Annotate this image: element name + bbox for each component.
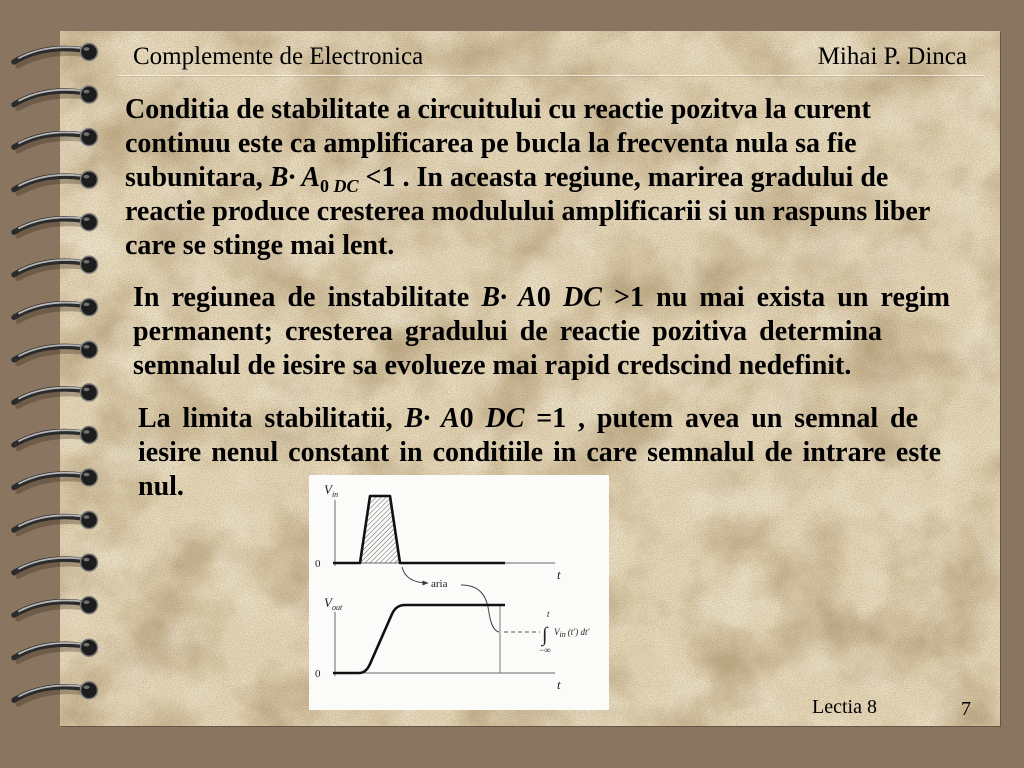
paragraph-3-line-1-text: La limita stabilitatii, [138,403,405,434]
loop-gain-zero: 0 [459,403,486,434]
course-title: Complemente de Electronica [133,43,424,70]
loop-gain-symbol: B· A [481,282,537,313]
loop-gain-dc: DC [562,282,602,313]
paragraph-1-line-4: reactie produce cresterea modulului amplificarii si un raspuns liber [125,196,931,227]
paragraph-1-line-2: continuu este ca amplificarea pe bucla la frecventa nula sa fie [125,128,857,159]
area-to-integral-curve [461,585,499,632]
integrator-figure [309,475,609,710]
paragraph-2-line-1-rest: >1 nu mai exista un regim [601,282,951,313]
loop-gain-symbol: B· A [404,403,460,434]
output-step-waveform [333,605,505,673]
paragraph-2-line-1 [133,281,950,315]
integral-upper-limit: t [547,609,550,619]
lecture-label: Lectia 8 [812,696,877,718]
integrand-symbol: V [554,627,560,637]
output-origin-label: 0 [315,668,321,680]
integral-sign: ∫ [542,624,548,646]
subscript-zero: 0 [320,176,334,196]
paragraph-3-line-1 [138,402,918,436]
output-signal-symbol: V [324,595,332,610]
integrand-argument: (t′) dt′ [567,627,590,637]
input-pulse-waveform [333,496,505,563]
paragraph-3-line-2: iesire nenul constant in conditiile in care semnalul de intrare este [138,437,941,468]
author-name: Mihai P. Dinca [817,43,967,70]
integrand-subscript: in [559,630,566,639]
loop-gain-symbol: B· A [269,162,321,193]
integral-lower-limit: −∞ [539,645,551,655]
input-origin-label: 0 [315,558,321,570]
paragraph-3-line-1-rest: =1 , putem avea un semnal de [524,403,919,434]
paragraph-2-line-3: semnalul de iesire sa evolueze mai rapid credscind nedefinit. [133,350,852,381]
input-signal-subscript: in [331,490,339,499]
input-time-label: t [557,567,561,582]
input-signal-symbol: V [324,482,332,497]
loop-gain-dc: DC [485,403,525,434]
output-time-label: t [557,677,561,692]
input-output-diagram [309,475,609,710]
paragraph-1-line-3-text: subunitara, [125,162,270,193]
area-label: aria [431,578,448,590]
paragraph-2-line-2: permanent; cresterea gradului de reactie pozitiva determina [133,316,882,347]
loop-gain-subscript [320,176,359,196]
paragraph-2-line-1-text: In regiunea de instabilitate [133,282,482,313]
integrand [554,627,590,639]
paragraph-1-line-1: Conditia de stabilitate a circuitului cu reactie pozitva la curent [125,94,871,125]
paragraph-1-line-3 [125,161,888,197]
page-number: 7 [961,698,971,720]
input-signal-label [324,482,338,499]
paragraph-3-line-3: nul. [138,471,184,502]
area-pointer-arrow [402,567,428,583]
paragraph-1-line-5: care se stinge mai lent. [125,230,395,261]
paragraph-1-line-3-rest: <1 . In aceasta regiune, marirea gradului de [358,162,889,193]
output-signal-label [324,595,343,612]
loop-gain-zero: 0 [536,282,563,313]
header-divider [118,75,984,76]
subscript-dc: DC [333,176,359,196]
output-signal-subscript: out [331,603,343,612]
